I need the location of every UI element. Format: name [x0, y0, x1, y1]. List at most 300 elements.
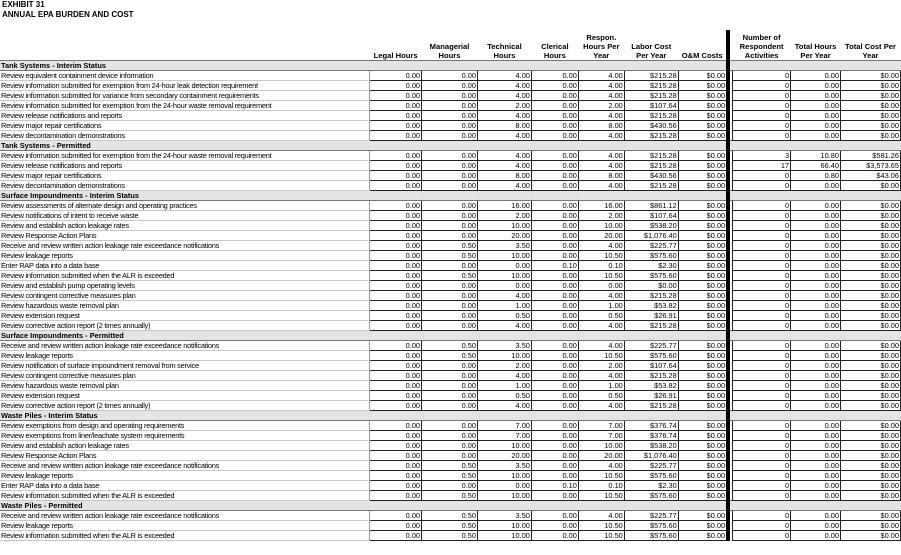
value-cell[interactable]: 0.00	[370, 181, 422, 191]
value-cell[interactable]: $215.28	[624, 291, 678, 301]
value-cell[interactable]: $0.00	[841, 221, 901, 231]
value-cell[interactable]: 0.00	[370, 361, 422, 371]
value-cell[interactable]: 4.00	[477, 371, 531, 381]
value-cell[interactable]: 0.00	[791, 351, 841, 361]
value-cell[interactable]: 0.50	[422, 251, 478, 261]
value-cell[interactable]: 0	[733, 371, 791, 381]
value-cell[interactable]: 1.00	[477, 381, 531, 391]
value-cell[interactable]: 0.00	[791, 391, 841, 401]
value-cell[interactable]: $26.91	[624, 391, 678, 401]
value-cell[interactable]: $0.00	[678, 351, 728, 361]
value-cell[interactable]: 0.00	[531, 341, 578, 351]
value-cell[interactable]: 0.00	[370, 231, 422, 241]
activity-cell[interactable]: Review information submitted when the ALR is exceeded	[0, 531, 370, 541]
value-cell[interactable]: $0.00	[678, 81, 728, 91]
value-cell[interactable]: 7.00	[578, 421, 624, 431]
value-cell[interactable]: $0.00	[678, 491, 728, 501]
value-cell[interactable]: 0.00	[531, 131, 578, 141]
value-cell[interactable]: 0.00	[531, 441, 578, 451]
value-cell[interactable]: 0.00	[370, 91, 422, 101]
value-cell[interactable]: 20.00	[578, 451, 624, 461]
value-cell[interactable]: $0.00	[678, 381, 728, 391]
value-cell[interactable]: $225.77	[624, 511, 678, 521]
value-cell[interactable]: $0.00	[678, 341, 728, 351]
value-cell[interactable]: $575.60	[624, 471, 678, 481]
value-cell[interactable]: 0.00	[531, 471, 578, 481]
value-cell[interactable]: 0.00	[791, 421, 841, 431]
value-cell[interactable]: 4.00	[578, 181, 624, 191]
value-cell[interactable]: $215.28	[624, 151, 678, 161]
value-cell[interactable]: 10.00	[578, 441, 624, 451]
value-cell[interactable]: $215.28	[624, 91, 678, 101]
activity-cell[interactable]: Review information submitted for exemption from the 24-hour waste removal requirement	[0, 101, 370, 111]
value-cell[interactable]: $215.28	[624, 371, 678, 381]
value-cell[interactable]: 8.00	[578, 171, 624, 181]
value-cell[interactable]: 7.00	[477, 431, 531, 441]
value-cell[interactable]: 0.80	[791, 171, 841, 181]
value-cell[interactable]: 0.00	[422, 261, 478, 271]
value-cell[interactable]: 0	[733, 511, 791, 521]
value-cell[interactable]: 0	[733, 521, 791, 531]
value-cell[interactable]: $430.56	[624, 171, 678, 181]
value-cell[interactable]: 0.00	[370, 251, 422, 261]
value-cell[interactable]: $0.00	[841, 131, 901, 141]
value-cell[interactable]: $0.00	[678, 161, 728, 171]
value-cell[interactable]: 4.00	[578, 91, 624, 101]
value-cell[interactable]: 0.00	[531, 421, 578, 431]
value-cell[interactable]: 0	[733, 441, 791, 451]
value-cell[interactable]: $0.00	[678, 121, 728, 131]
activity-cell[interactable]: Review notifications of intent to receive waste	[0, 211, 370, 221]
value-cell[interactable]: 0.00	[531, 201, 578, 211]
value-cell[interactable]: 0.00	[791, 301, 841, 311]
value-cell[interactable]: $575.60	[624, 271, 678, 281]
activity-cell[interactable]: Review hazardous waste removal plan	[0, 381, 370, 391]
value-cell[interactable]: 0.00	[791, 441, 841, 451]
value-cell[interactable]: 0.00	[370, 121, 422, 131]
value-cell[interactable]: 4.00	[477, 291, 531, 301]
value-cell[interactable]: $225.77	[624, 241, 678, 251]
value-cell[interactable]: 0.00	[370, 161, 422, 171]
value-cell[interactable]: $0.00	[841, 321, 901, 331]
value-cell[interactable]: 0.00	[422, 131, 478, 141]
value-cell[interactable]: 0.00	[531, 301, 578, 311]
value-cell[interactable]: 0	[733, 171, 791, 181]
value-cell[interactable]: 3.50	[477, 241, 531, 251]
value-cell[interactable]: 4.00	[477, 401, 531, 411]
value-cell[interactable]: 0.00	[531, 151, 578, 161]
value-cell[interactable]: 0.00	[791, 261, 841, 271]
value-cell[interactable]: $0.00	[678, 521, 728, 531]
value-cell[interactable]: 0.00	[791, 431, 841, 441]
value-cell[interactable]: $215.28	[624, 131, 678, 141]
value-cell[interactable]: 0.00	[791, 111, 841, 121]
value-cell[interactable]: 0	[733, 241, 791, 251]
value-cell[interactable]: 0.00	[477, 481, 531, 491]
value-cell[interactable]: 4.00	[578, 401, 624, 411]
value-cell[interactable]: 4.00	[477, 81, 531, 91]
value-cell[interactable]: 0.00	[791, 321, 841, 331]
value-cell[interactable]: 0	[733, 291, 791, 301]
value-cell[interactable]: 0.10	[531, 481, 578, 491]
value-cell[interactable]: 0.00	[370, 201, 422, 211]
value-cell[interactable]: 0.00	[370, 531, 422, 541]
value-cell[interactable]: 0	[733, 381, 791, 391]
activity-cell[interactable]: Enter RAP data into a data base	[0, 261, 370, 271]
value-cell[interactable]: 0.00	[531, 321, 578, 331]
value-cell[interactable]: 0	[733, 271, 791, 281]
activity-cell[interactable]: Review leakage reports	[0, 351, 370, 361]
activity-cell[interactable]: Review release notifications and reports	[0, 161, 370, 171]
value-cell[interactable]: 0.00	[531, 391, 578, 401]
value-cell[interactable]: 4.00	[477, 321, 531, 331]
value-cell[interactable]: 0	[733, 221, 791, 231]
value-cell[interactable]: 0	[733, 471, 791, 481]
value-cell[interactable]: 10.00	[477, 471, 531, 481]
value-cell[interactable]: 0.00	[422, 291, 478, 301]
value-cell[interactable]: 2.00	[578, 211, 624, 221]
value-cell[interactable]: 0.00	[791, 131, 841, 141]
value-cell[interactable]: 0.00	[531, 271, 578, 281]
activity-cell[interactable]: Review leakage reports	[0, 251, 370, 261]
value-cell[interactable]: $0.00	[678, 371, 728, 381]
value-cell[interactable]: $0.00	[678, 181, 728, 191]
value-cell[interactable]: 4.00	[578, 151, 624, 161]
value-cell[interactable]: $0.00	[678, 311, 728, 321]
value-cell[interactable]: $215.28	[624, 81, 678, 91]
value-cell[interactable]: 1.00	[578, 301, 624, 311]
value-cell[interactable]: 8.00	[477, 121, 531, 131]
value-cell[interactable]: $0.00	[841, 401, 901, 411]
value-cell[interactable]: 0	[733, 431, 791, 441]
value-cell[interactable]: $0.00	[841, 231, 901, 241]
value-cell[interactable]: 0.00	[370, 451, 422, 461]
value-cell[interactable]: 0.00	[791, 211, 841, 221]
value-cell[interactable]: 0.00	[531, 161, 578, 171]
value-cell[interactable]: $0.00	[841, 311, 901, 321]
value-cell[interactable]: 10.00	[477, 221, 531, 231]
value-cell[interactable]: $0.00	[841, 491, 901, 501]
value-cell[interactable]: $0.00	[678, 131, 728, 141]
value-cell[interactable]: 0.00	[531, 171, 578, 181]
value-cell[interactable]: 0.00	[370, 461, 422, 471]
value-cell[interactable]: 0	[733, 531, 791, 541]
value-cell[interactable]: 0.00	[422, 101, 478, 111]
value-cell[interactable]: $2.30	[624, 261, 678, 271]
value-cell[interactable]: 0.00	[370, 71, 422, 81]
value-cell[interactable]: $0.00	[841, 471, 901, 481]
value-cell[interactable]: $0.00	[841, 341, 901, 351]
value-cell[interactable]: 4.00	[578, 371, 624, 381]
value-cell[interactable]: 0.00	[422, 221, 478, 231]
value-cell[interactable]: 0.00	[791, 241, 841, 251]
value-cell[interactable]: $538.20	[624, 221, 678, 231]
value-cell[interactable]: $225.77	[624, 341, 678, 351]
value-cell[interactable]: 0.00	[791, 121, 841, 131]
activity-cell[interactable]: Review and establish action leakage rates	[0, 221, 370, 231]
value-cell[interactable]: $0.00	[841, 431, 901, 441]
value-cell[interactable]: 4.00	[578, 321, 624, 331]
activity-cell[interactable]: Review extension request	[0, 311, 370, 321]
value-cell[interactable]: 0.00	[791, 71, 841, 81]
value-cell[interactable]: 10.50	[578, 471, 624, 481]
value-cell[interactable]: 0.00	[422, 401, 478, 411]
value-cell[interactable]: $0.00	[678, 401, 728, 411]
value-cell[interactable]: 0.00	[422, 311, 478, 321]
value-cell[interactable]: 0.00	[370, 521, 422, 531]
value-cell[interactable]: $0.00	[678, 221, 728, 231]
value-cell[interactable]: 0.50	[422, 351, 478, 361]
value-cell[interactable]: $0.00	[841, 261, 901, 271]
value-cell[interactable]: $0.00	[841, 531, 901, 541]
value-cell[interactable]: 0	[733, 111, 791, 121]
activity-cell[interactable]: Review contingent corrective measures plan	[0, 291, 370, 301]
value-cell[interactable]: 0.50	[477, 311, 531, 321]
value-cell[interactable]: $0.00	[841, 361, 901, 371]
activity-cell[interactable]: Review information submitted for exemption from the 24-hour waste removal requirement	[0, 151, 370, 161]
value-cell[interactable]: 0.00	[370, 131, 422, 141]
value-cell[interactable]: $0.00	[678, 261, 728, 271]
activity-cell[interactable]: Review information submitted for exemption from 24-hour leak detection requirement	[0, 81, 370, 91]
value-cell[interactable]: 0.00	[422, 151, 478, 161]
value-cell[interactable]: $215.28	[624, 71, 678, 81]
value-cell[interactable]: 10.80	[791, 151, 841, 161]
value-cell[interactable]: 20.00	[477, 451, 531, 461]
value-cell[interactable]: 10.50	[578, 271, 624, 281]
value-cell[interactable]: $0.00	[841, 271, 901, 281]
value-cell[interactable]: 0.00	[791, 381, 841, 391]
value-cell[interactable]: 2.00	[477, 211, 531, 221]
value-cell[interactable]: 0.00	[370, 491, 422, 501]
value-cell[interactable]: 0.50	[422, 471, 478, 481]
value-cell[interactable]: 4.00	[477, 161, 531, 171]
value-cell[interactable]: 7.00	[578, 431, 624, 441]
value-cell[interactable]: 0.00	[531, 251, 578, 261]
value-cell[interactable]: 0.00	[370, 471, 422, 481]
value-cell[interactable]: 0.00	[531, 111, 578, 121]
value-cell[interactable]: $215.28	[624, 161, 678, 171]
value-cell[interactable]: $0.00	[678, 451, 728, 461]
activity-cell[interactable]: Review corrective action report (2 times annually)	[0, 401, 370, 411]
value-cell[interactable]: $0.00	[841, 391, 901, 401]
value-cell[interactable]: 0	[733, 281, 791, 291]
value-cell[interactable]: 0.00	[370, 401, 422, 411]
value-cell[interactable]: 0.00	[531, 511, 578, 521]
value-cell[interactable]: $107.64	[624, 361, 678, 371]
value-cell[interactable]: 0	[733, 391, 791, 401]
value-cell[interactable]: 0	[733, 341, 791, 351]
value-cell[interactable]: 10.00	[477, 251, 531, 261]
value-cell[interactable]: $0.00	[841, 201, 901, 211]
value-cell[interactable]: 0.00	[370, 281, 422, 291]
value-cell[interactable]: $0.00	[841, 241, 901, 251]
value-cell[interactable]: 3	[733, 151, 791, 161]
value-cell[interactable]: 0	[733, 131, 791, 141]
value-cell[interactable]: 20.00	[578, 231, 624, 241]
value-cell[interactable]: 0.00	[370, 511, 422, 521]
value-cell[interactable]: 0.00	[531, 121, 578, 131]
value-cell[interactable]: 0.00	[531, 311, 578, 321]
value-cell[interactable]: 0.00	[531, 71, 578, 81]
value-cell[interactable]: 10.00	[477, 351, 531, 361]
value-cell[interactable]: $0.00	[678, 511, 728, 521]
value-cell[interactable]: 0	[733, 231, 791, 241]
activity-cell[interactable]: Enter RAP data into a data base	[0, 481, 370, 491]
value-cell[interactable]: 4.00	[477, 111, 531, 121]
value-cell[interactable]: 4.00	[578, 511, 624, 521]
value-cell[interactable]: $0.00	[841, 381, 901, 391]
value-cell[interactable]: 0.00	[422, 281, 478, 291]
value-cell[interactable]: 0.00	[791, 511, 841, 521]
value-cell[interactable]: 4.00	[578, 111, 624, 121]
activity-cell[interactable]: Review decontamination demonstrations	[0, 181, 370, 191]
value-cell[interactable]: 10.50	[578, 491, 624, 501]
value-cell[interactable]: $581.26	[841, 151, 901, 161]
value-cell[interactable]: 0.00	[370, 81, 422, 91]
value-cell[interactable]: 2.00	[477, 101, 531, 111]
value-cell[interactable]: 4.00	[578, 131, 624, 141]
value-cell[interactable]: 0.00	[791, 361, 841, 371]
value-cell[interactable]: 0.00	[531, 361, 578, 371]
value-cell[interactable]: 0.00	[531, 291, 578, 301]
value-cell[interactable]: $43.06	[841, 171, 901, 181]
value-cell[interactable]: $0.00	[678, 481, 728, 491]
value-cell[interactable]: 0	[733, 481, 791, 491]
value-cell[interactable]: 0.00	[370, 381, 422, 391]
value-cell[interactable]: 16.00	[578, 201, 624, 211]
value-cell[interactable]: 4.00	[578, 291, 624, 301]
value-cell[interactable]: 0	[733, 71, 791, 81]
activity-cell[interactable]: Review major repair certifications	[0, 121, 370, 131]
activity-cell[interactable]: Review exemptions from design and operating requirements	[0, 421, 370, 431]
value-cell[interactable]: 0.00	[791, 521, 841, 531]
value-cell[interactable]: 0	[733, 251, 791, 261]
value-cell[interactable]: $26.91	[624, 311, 678, 321]
value-cell[interactable]: 0.00	[791, 91, 841, 101]
value-cell[interactable]: $215.28	[624, 181, 678, 191]
value-cell[interactable]: 0.00	[370, 431, 422, 441]
value-cell[interactable]: $0.00	[678, 211, 728, 221]
value-cell[interactable]: $0.00	[841, 481, 901, 491]
value-cell[interactable]: 0.00	[578, 281, 624, 291]
value-cell[interactable]: $0.00	[624, 281, 678, 291]
value-cell[interactable]: $0.00	[678, 441, 728, 451]
value-cell[interactable]: 2.00	[578, 101, 624, 111]
value-cell[interactable]: $2.30	[624, 481, 678, 491]
value-cell[interactable]: 0	[733, 81, 791, 91]
value-cell[interactable]: $3,573.65	[841, 161, 901, 171]
value-cell[interactable]: 0.00	[791, 311, 841, 321]
activity-cell[interactable]: Review decontamination demonstrations	[0, 131, 370, 141]
value-cell[interactable]: $225.77	[624, 461, 678, 471]
value-cell[interactable]: 0	[733, 201, 791, 211]
value-cell[interactable]: $0.00	[678, 271, 728, 281]
value-cell[interactable]: 0.00	[422, 441, 478, 451]
value-cell[interactable]: $0.00	[678, 111, 728, 121]
value-cell[interactable]: $0.00	[841, 251, 901, 261]
value-cell[interactable]: 0	[733, 361, 791, 371]
value-cell[interactable]: 1.00	[578, 381, 624, 391]
value-cell[interactable]: $0.00	[841, 351, 901, 361]
activity-cell[interactable]: Review leakage reports	[0, 471, 370, 481]
value-cell[interactable]: $376.74	[624, 421, 678, 431]
value-cell[interactable]: 0.00	[422, 71, 478, 81]
value-cell[interactable]: 0.00	[370, 271, 422, 281]
activity-cell[interactable]: Receive and review written action leakage rate exceedance notifications	[0, 341, 370, 351]
value-cell[interactable]: 0.00	[791, 371, 841, 381]
value-cell[interactable]: 4.00	[477, 151, 531, 161]
activity-cell[interactable]: Review exemptions from liner/leachate system requirements	[0, 431, 370, 441]
value-cell[interactable]: $0.00	[678, 471, 728, 481]
value-cell[interactable]: $215.28	[624, 111, 678, 121]
value-cell[interactable]: 0.00	[422, 371, 478, 381]
value-cell[interactable]: 0.00	[422, 321, 478, 331]
value-cell[interactable]: 0.00	[422, 231, 478, 241]
activity-cell[interactable]: Review major repair certifications	[0, 171, 370, 181]
value-cell[interactable]: 0.00	[791, 181, 841, 191]
value-cell[interactable]: $575.60	[624, 351, 678, 361]
value-cell[interactable]: $0.00	[678, 251, 728, 261]
value-cell[interactable]: $107.64	[624, 211, 678, 221]
value-cell[interactable]: 7.00	[477, 421, 531, 431]
value-cell[interactable]: 10.50	[578, 521, 624, 531]
value-cell[interactable]: 0.00	[370, 481, 422, 491]
value-cell[interactable]: $0.00	[841, 521, 901, 531]
value-cell[interactable]: 0.00	[370, 221, 422, 231]
value-cell[interactable]: $861.12	[624, 201, 678, 211]
value-cell[interactable]: 0.10	[578, 481, 624, 491]
value-cell[interactable]: 0	[733, 211, 791, 221]
value-cell[interactable]: 4.00	[578, 341, 624, 351]
value-cell[interactable]: 0	[733, 321, 791, 331]
value-cell[interactable]: 0.00	[370, 111, 422, 121]
value-cell[interactable]: $575.60	[624, 491, 678, 501]
activity-cell[interactable]: Receive and review written action leakage rate exceedance notifications	[0, 241, 370, 251]
value-cell[interactable]: $53.82	[624, 381, 678, 391]
value-cell[interactable]: 4.00	[578, 161, 624, 171]
value-cell[interactable]: 0.10	[578, 261, 624, 271]
value-cell[interactable]: 0.50	[422, 491, 478, 501]
value-cell[interactable]: 8.00	[477, 171, 531, 181]
value-cell[interactable]: 2.00	[477, 361, 531, 371]
value-cell[interactable]: $0.00	[841, 441, 901, 451]
value-cell[interactable]: 8.00	[578, 121, 624, 131]
value-cell[interactable]: 20.00	[477, 231, 531, 241]
value-cell[interactable]: 0	[733, 401, 791, 411]
value-cell[interactable]: 0	[733, 451, 791, 461]
value-cell[interactable]: $0.00	[678, 461, 728, 471]
value-cell[interactable]: 0.00	[370, 371, 422, 381]
value-cell[interactable]: 0	[733, 91, 791, 101]
value-cell[interactable]: 0.00	[370, 351, 422, 361]
activity-cell[interactable]: Receive and review written action leakage rate exceedance notifications	[0, 461, 370, 471]
value-cell[interactable]: 0.00	[370, 171, 422, 181]
value-cell[interactable]: $0.00	[678, 531, 728, 541]
value-cell[interactable]: 0	[733, 421, 791, 431]
value-cell[interactable]: $0.00	[678, 241, 728, 251]
value-cell[interactable]: 0.00	[791, 471, 841, 481]
value-cell[interactable]: 0	[733, 301, 791, 311]
value-cell[interactable]: 17	[733, 161, 791, 171]
value-cell[interactable]: 0.00	[791, 251, 841, 261]
value-cell[interactable]: 0.50	[578, 311, 624, 321]
value-cell[interactable]: $0.00	[678, 301, 728, 311]
value-cell[interactable]: 0.00	[791, 531, 841, 541]
value-cell[interactable]: 0.00	[531, 101, 578, 111]
value-cell[interactable]: 0.00	[370, 311, 422, 321]
value-cell[interactable]: 0.00	[791, 101, 841, 111]
value-cell[interactable]: $0.00	[841, 81, 901, 91]
